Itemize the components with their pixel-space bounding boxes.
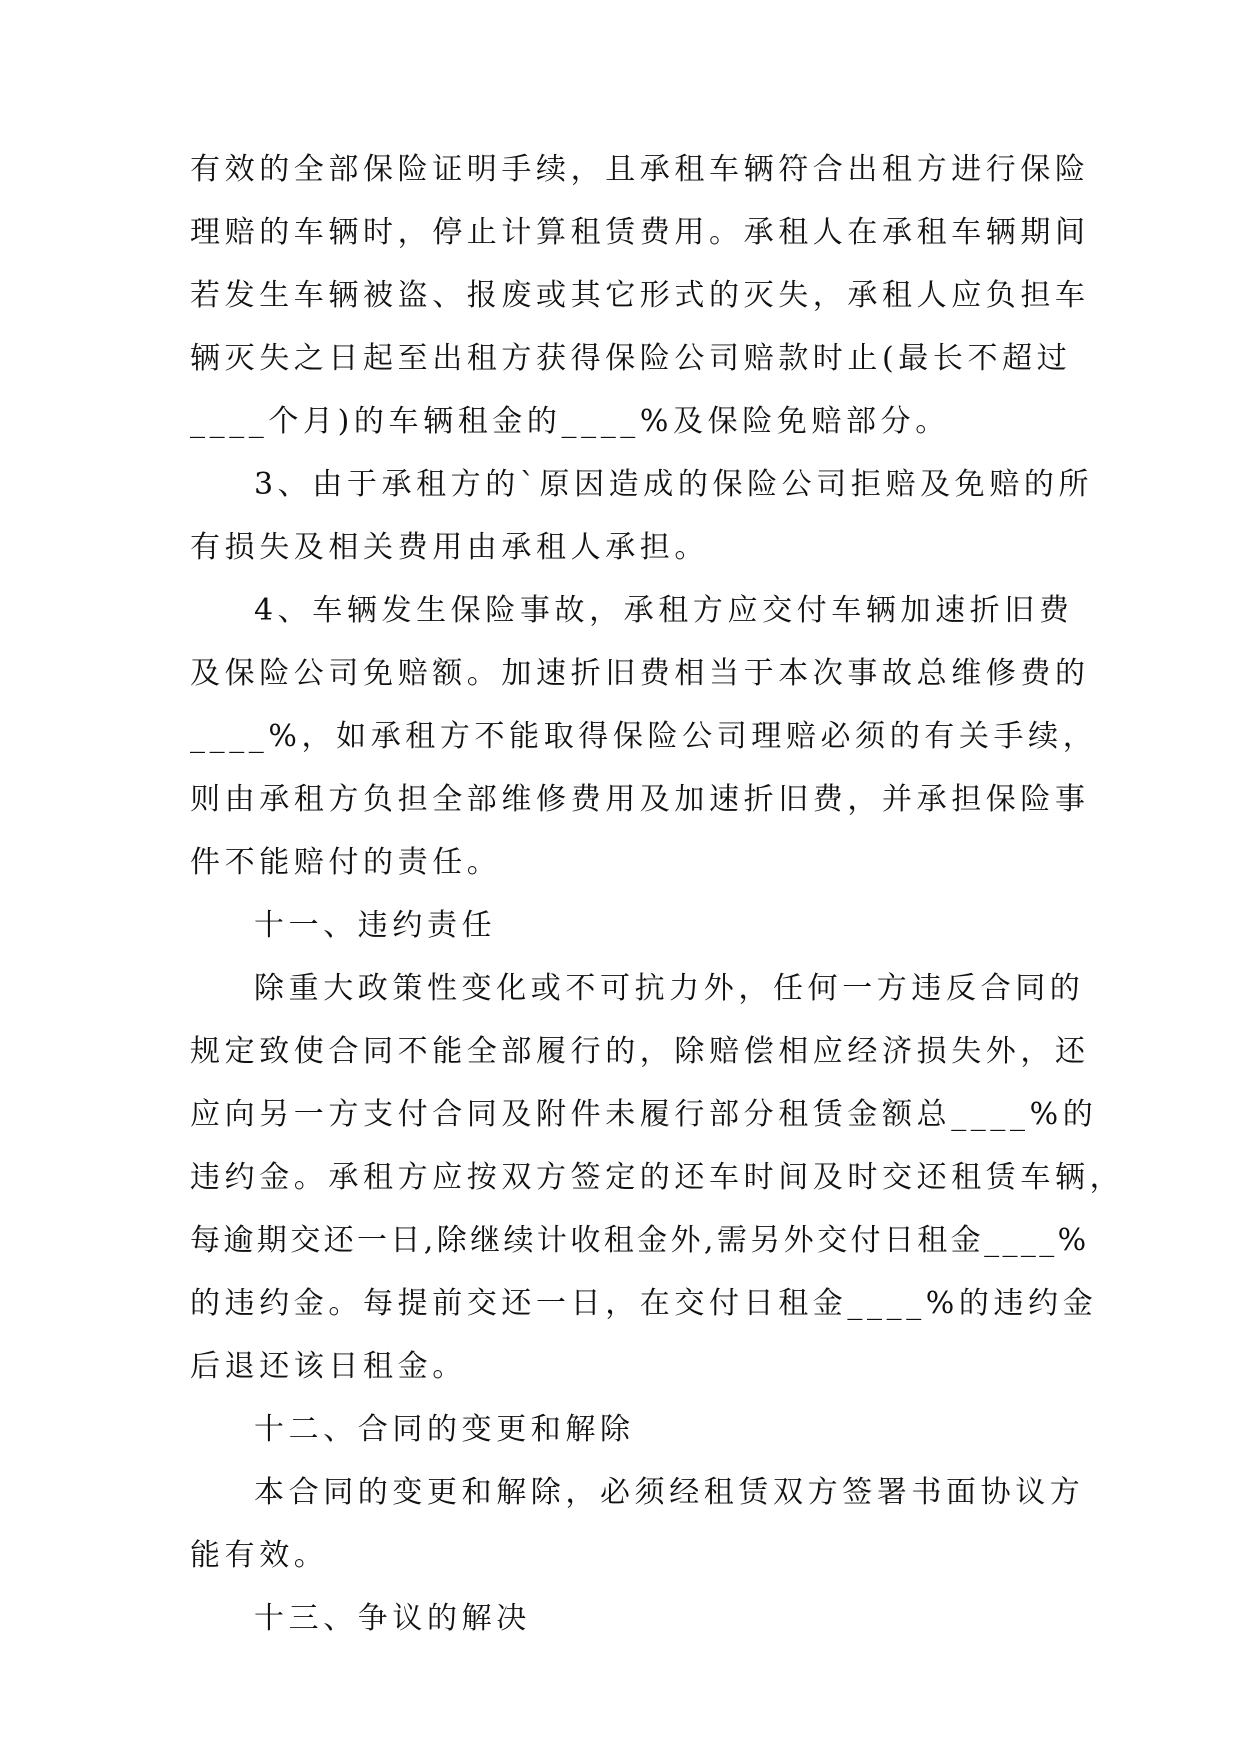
text-line: 每逾期交还一日,除继续计收租金外,需另外交付日租金____% xyxy=(190,1223,1090,1258)
section-heading-11: 十一、违约责任 xyxy=(254,908,497,943)
text-line: ____%，如承租方不能取得保险公司理赔必须的有关手续， xyxy=(190,719,1098,754)
text-line: 辆灭失之日起至出租方获得保险公司赔款时止(最长不超过 xyxy=(190,341,1072,376)
paragraph-4-line: 4、车辆发生保险事故，承租方应交付车辆加速折旧费 xyxy=(254,593,1074,628)
text-line: 件不能赔付的责任。 xyxy=(190,845,502,880)
text-line: 若发生车辆被盗、报废或其它形式的灭失，承租人应负担车 xyxy=(190,278,1090,313)
text-line: 有效的全部保险证明手续，且承租车辆符合出租方进行保险 xyxy=(190,152,1090,187)
text-line: 违约金。承租方应按双方签定的还车时间及时交还租赁车辆， xyxy=(190,1160,1125,1195)
paragraph-line: 除重大政策性变化或不可抗力外，任何一方违反合同的 xyxy=(254,971,1085,1006)
text-line: 有损失及相关费用由承租人承担。 xyxy=(190,530,709,565)
text-line: 则由承租方负担全部维修费用及加速折旧费，并承担保险事 xyxy=(190,782,1090,817)
paragraph-line: 本合同的变更和解除，必须经租赁双方签署书面协议方 xyxy=(254,1475,1085,1510)
text-line: 能有效。 xyxy=(190,1538,329,1573)
text-line: 及保险公司免赔额。加速折旧费相当于本次事故总维修费的 xyxy=(190,656,1090,691)
paragraph-3-line: 3、由于承租方的`原因造成的保险公司拒赔及免赔的所 xyxy=(254,467,1094,502)
section-heading-13: 十三、争议的解决 xyxy=(254,1601,531,1636)
text-line: 规定致使合同不能全部履行的，除赔偿相应经济损失外，还 xyxy=(190,1034,1090,1069)
text-line: 后退还该日租金。 xyxy=(190,1349,467,1384)
text-line: 应向另一方支付合同及附件未履行部分租赁金额总____%的 xyxy=(190,1097,1098,1132)
section-heading-12: 十二、合同的变更和解除 xyxy=(254,1412,635,1447)
text-line: 理赔的车辆时，停止计算租赁费用。承租人在承租车辆期间 xyxy=(190,215,1090,250)
text-line: 的违约金。每提前交还一日，在交付日租金____%的违约金 xyxy=(190,1286,1098,1321)
text-line: ____个月)的车辆租金的____%及保险免赔部分。 xyxy=(190,404,950,439)
